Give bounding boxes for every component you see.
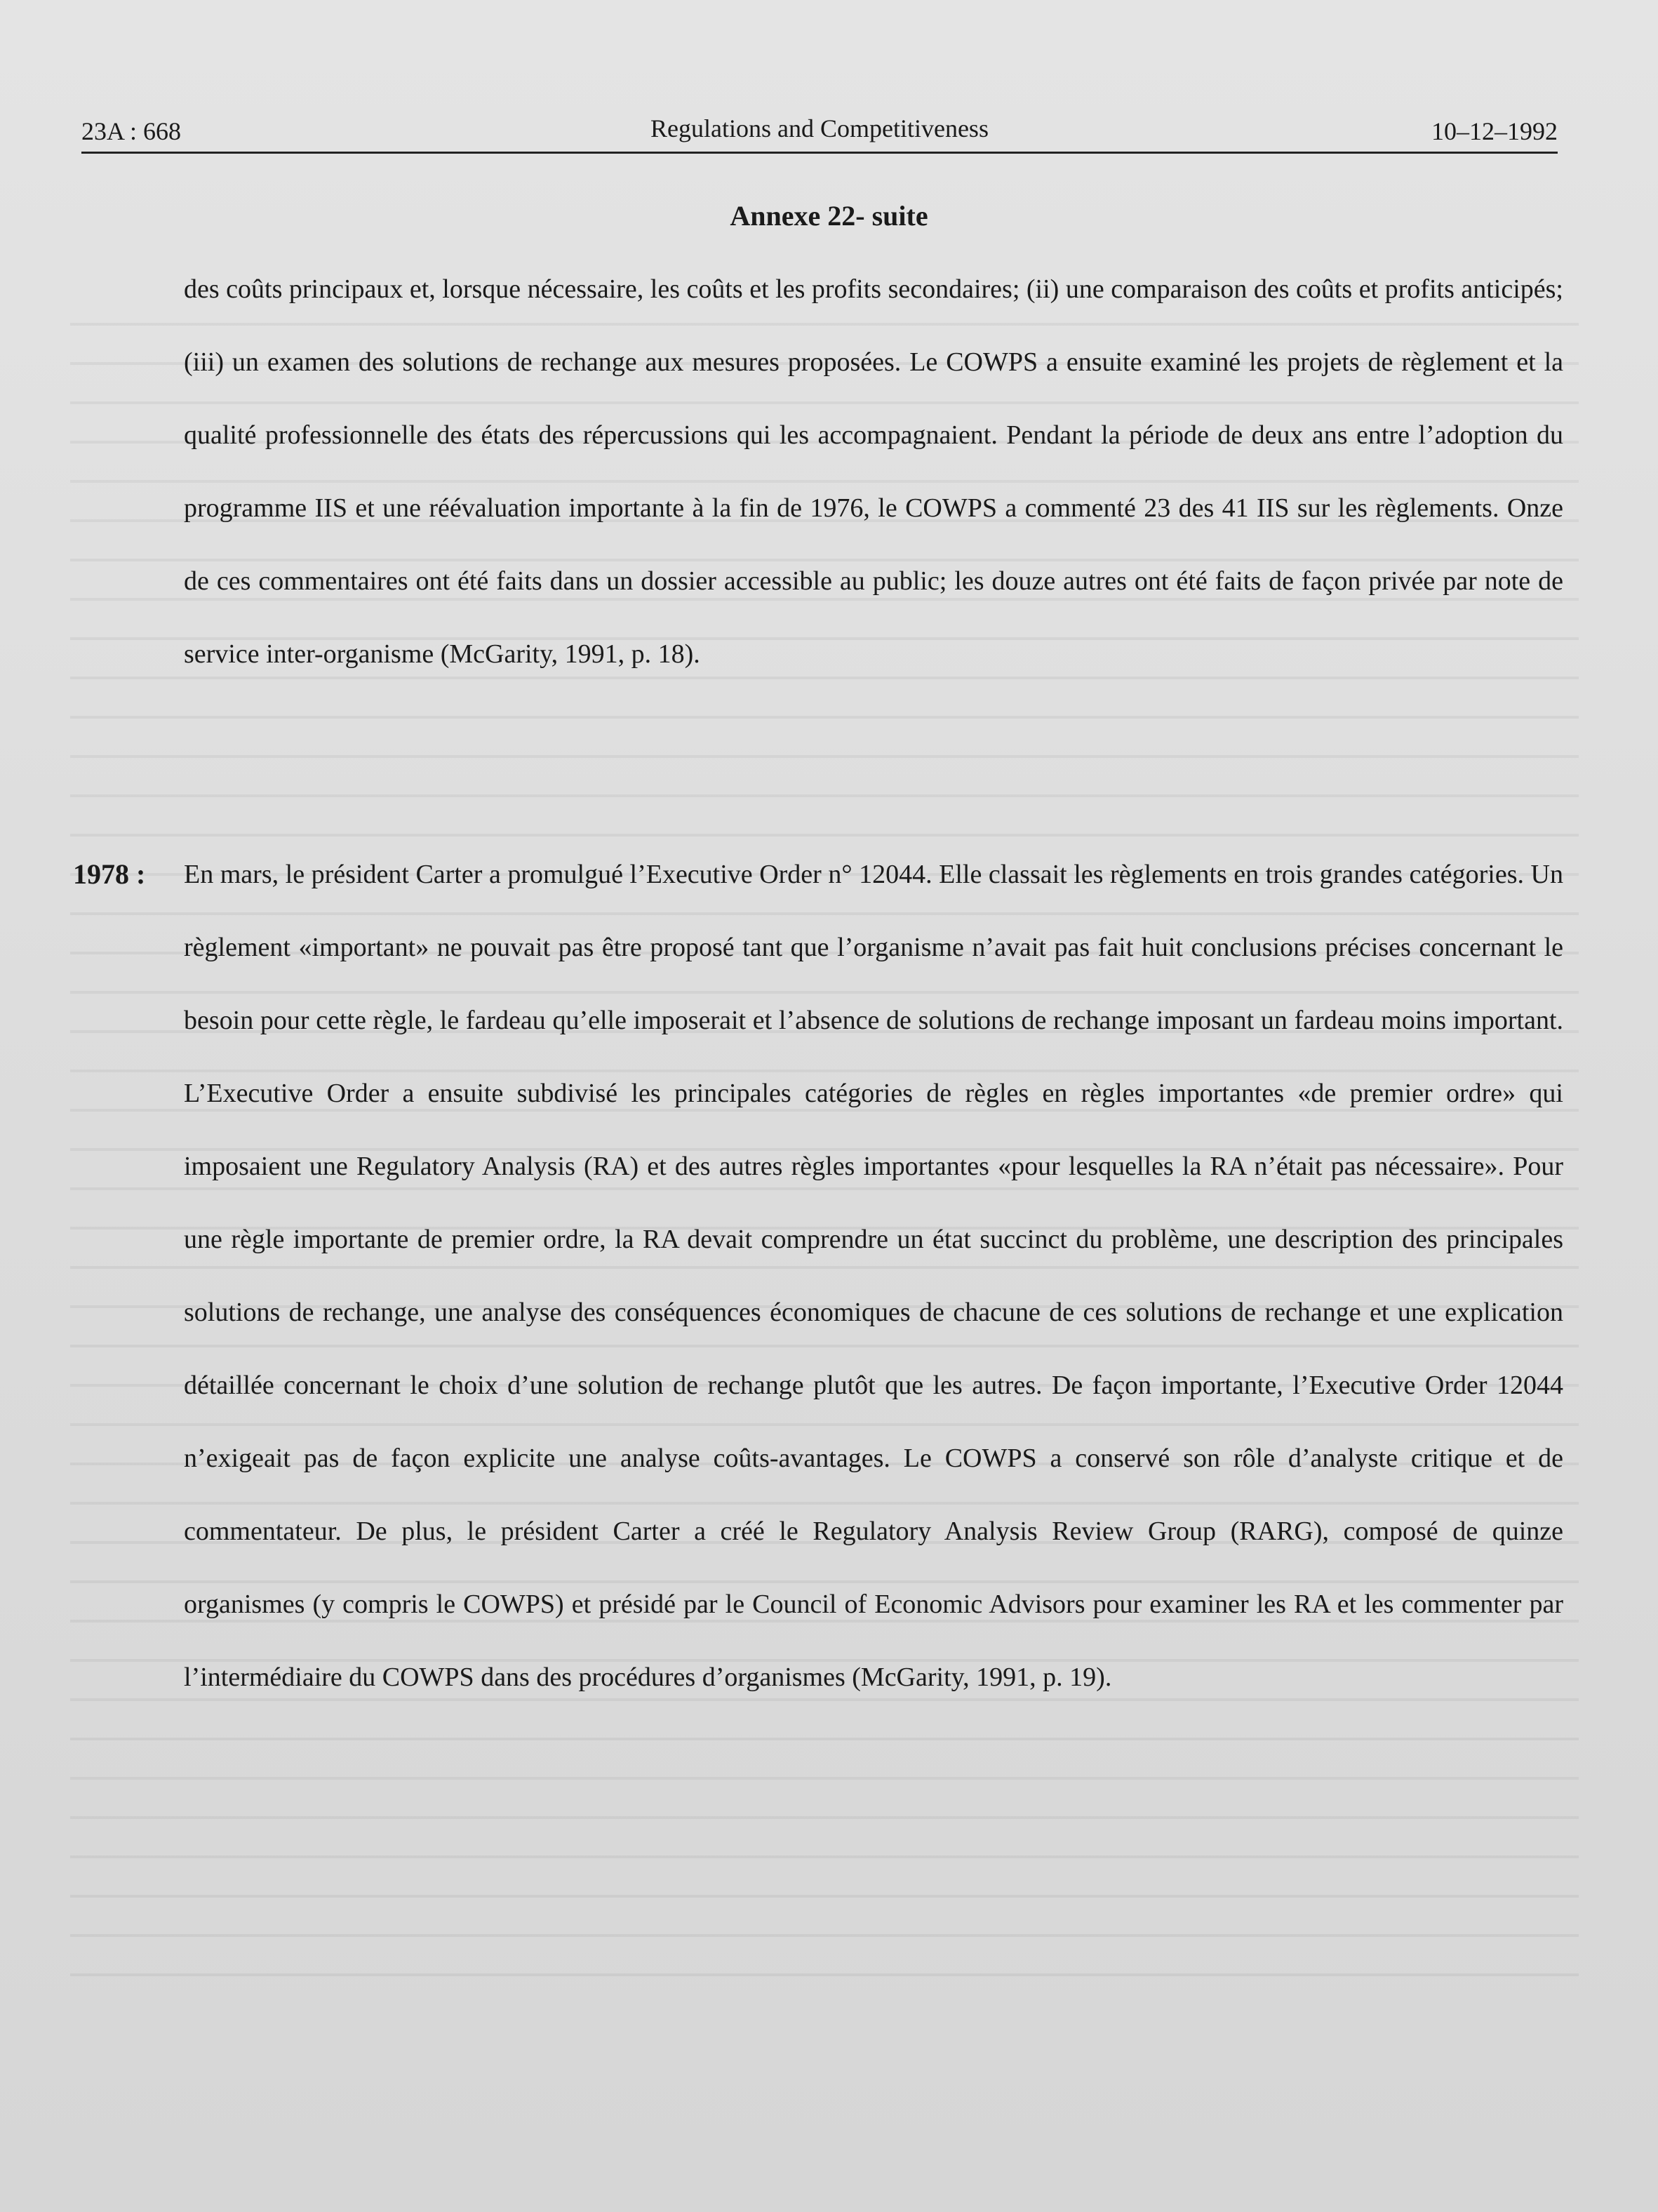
header-page-number: 23A : 668 (81, 117, 182, 145)
running-header (81, 112, 1558, 154)
header-date: 10–12–1992 (1431, 117, 1558, 145)
year-label-1978: 1978 : (73, 858, 146, 890)
header-title: Regulations and Competitiveness (650, 114, 989, 142)
paragraph-1978: En mars, le président Carter a promulgué l’Executive Order n° 12044. Elle classait les règlements en trois grandes catégories. Un règlement «important» ne pouvait pas être proposé tant que l’organisme n’avait pas fait huit conclusions précises concernant le besoin pour cette règle, le fardeau qu’elle imposerait et l’absence de solutions de rechange imposant un fardeau moins important. L’Executive Order a ensuite subdivisé les principales catégories de règles en règles importantes «de premier ordre» qui imposaient une Regulatory Analysis (RA) et des autres règles importantes «pour lesquelles la RA n’était pas nécessaire». Pour une règle importante de premier ordre, la RA devait comprendre un état succinct du problème, une description des principales solutions de rechange, une analyse des conséquences économiques de chacune de ces solutions de rechange et une explication détaillée concernant le choix d’une solution de rechange plutôt que les autres. De façon importante, l’Executive Order 12044 n’exigeait pas de façon explicite une analyse coûts-avantages. Le COWPS a conservé son rôle d’analyste critique et de commentateur. De plus, le président Carter a créé le Regulatory Analysis Review Group (RARG), composé de quinze organismes (y compris le COWPS) et présidé par le Council of Economic Advisors pour examiner les RA et les commenter par l’intermédiaire du COWPS dans des procédures d’organismes (McGarity, 1991, p. 19). (184, 860, 1563, 1692)
annex-title: Annexe 22- suite (730, 200, 928, 232)
paragraph-continuation: des coûts principaux et, lorsque nécessaire, les coûts et les profits secondaires; (ii) une comparaison des coûts et profits anticipés; (iii) un examen des solutions de rechange aux mesures proposées. Le COWPS a ensuite examiné les projets de règlement et la qualité professionnelle des états des répercussions qui les accompagnaient. Pendant la période de deux ans entre l’adoption du programme IIS et une réévaluation importante à la fin de 1976, le COWPS a commenté 23 des 41 IIS sur les règlements. Onze de ces commentaires ont été faits dans un dossier accessible au public; les douze autres ont été faits de façon privée par note de service inter-organisme (McGarity, 1991, p. 18). (184, 274, 1563, 669)
